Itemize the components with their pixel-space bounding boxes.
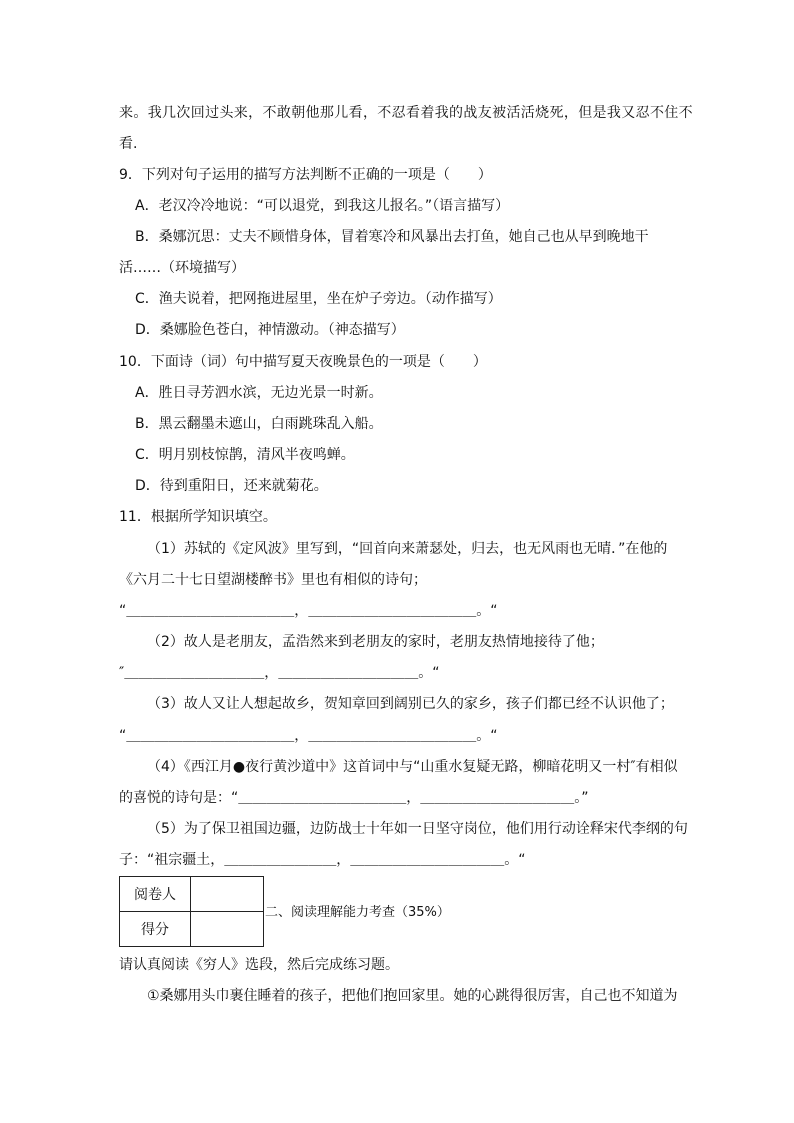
q9-option-b: B．桑娜沉思：丈夫不顾惜身体，冒着寒冷和风暴出去打鱼，她自己也从早到晚地干 <box>135 229 649 245</box>
q11-part-3-blanks: “＿＿＿＿＿＿＿＿＿＿＿＿，＿＿＿＿＿＿＿＿＿＿＿＿。“ <box>119 728 498 744</box>
q11-part-5-cont: 子：“祖宗疆土，＿＿＿＿＿＿＿＿，＿＿＿＿＿＿＿＿＿＿＿。“ <box>119 852 526 868</box>
q11-part-5: （5）为了保卫祖国边疆，边防战士十年如一日坚守岗位，他们用行动诠释宋代李纲的句 <box>147 821 688 837</box>
q11-part-4-cont: 的喜悦的诗句是：“＿＿＿＿＿＿＿＿＿＿＿＿，＿＿＿＿＿＿＿＿＿＿＿。” <box>119 790 589 806</box>
q11-part-2-blanks: ″＿＿＿＿＿＿＿＿＿＿，＿＿＿＿＿＿＿＿＿＿。“ <box>119 665 440 681</box>
q11-part-1: （1）苏轼的《定风波》里写到，“回首向来萧瑟处，归去，也无风雨也无晴．”在他的 <box>147 541 668 557</box>
q10-option-a: A．胜日寻芳泗水滨，无边光景一时新。 <box>135 385 383 401</box>
q9-option-c: C．渔夫说着，把网拖进屋里，坐在炉子旁边。（动作描写） <box>135 291 502 307</box>
question-11: 11．根据所学知识填空。 <box>119 509 277 525</box>
q9-option-d: D．桑娜脸色苍白，神情激动。（神态描写） <box>135 322 405 338</box>
q11-part-3: （3）故人又让人想起故乡，贺知章回到阔别已久的家乡，孩子们都已经不认识他了； <box>147 696 674 712</box>
score-cell <box>191 912 264 947</box>
section-title: 二、阅读理解能力考查（35%） <box>265 905 450 920</box>
q10-option-d: D．待到重阳日，还来就菊花。 <box>135 478 328 494</box>
question-9: 9．下列对句子运用的描写方法判断不正确的一项是（ ） <box>119 167 492 183</box>
q9-option-b-cont: 活……（环境描写） <box>119 260 245 276</box>
q10-option-c: C．明月别枝惊鹊，清风半夜鸣蝉。 <box>135 447 355 463</box>
question-10: 10．下面诗（词）句中描写夏天夜晚景色的一项是（ ） <box>119 354 487 370</box>
score-label: 得分 <box>120 912 191 947</box>
q11-part-1-blanks: “＿＿＿＿＿＿＿＿＿＿＿＿，＿＿＿＿＿＿＿＿＿＿＿＿。“ <box>119 603 498 619</box>
q11-part-1-cont: 《六月二十七日望湖楼醉书》里也有相似的诗句； <box>119 572 427 588</box>
q9-option-a: A．老汉冷冷地说：“可以退党，到我这儿报名。”（语言描写） <box>135 198 510 214</box>
q11-part-4: （4）《西江月●夜行黄沙道中》这首词中与“山重水复疑无路，柳暗花明又一村″有相似 <box>147 759 678 775</box>
reviewer-cell <box>191 877 264 912</box>
passage-line-2: 看. <box>119 136 138 152</box>
reviewer-label: 阅卷人 <box>120 877 191 912</box>
passage-line-1: 来。我几次回过头来，不敢朝他那儿看，不忍看着我的战友被活活烧死，但是我又忍不住不 <box>119 105 693 121</box>
reading-paragraph-1: ①桑娜用头巾裹住睡着的孩子，把他们抱回家里。她的心跳得很厉害，自己也不知道为 <box>147 988 678 1004</box>
q11-part-2: （2）故人是老朋友，孟浩然来到老朋友的家时，老朋友热情地接待了他； <box>147 634 604 650</box>
q10-option-b: B．黑云翻墨未遮山，白雨跳珠乱入船。 <box>135 416 383 432</box>
score-table <box>119 876 264 947</box>
reading-intro: 请认真阅读《穷人》选段，然后完成练习题。 <box>119 957 399 973</box>
